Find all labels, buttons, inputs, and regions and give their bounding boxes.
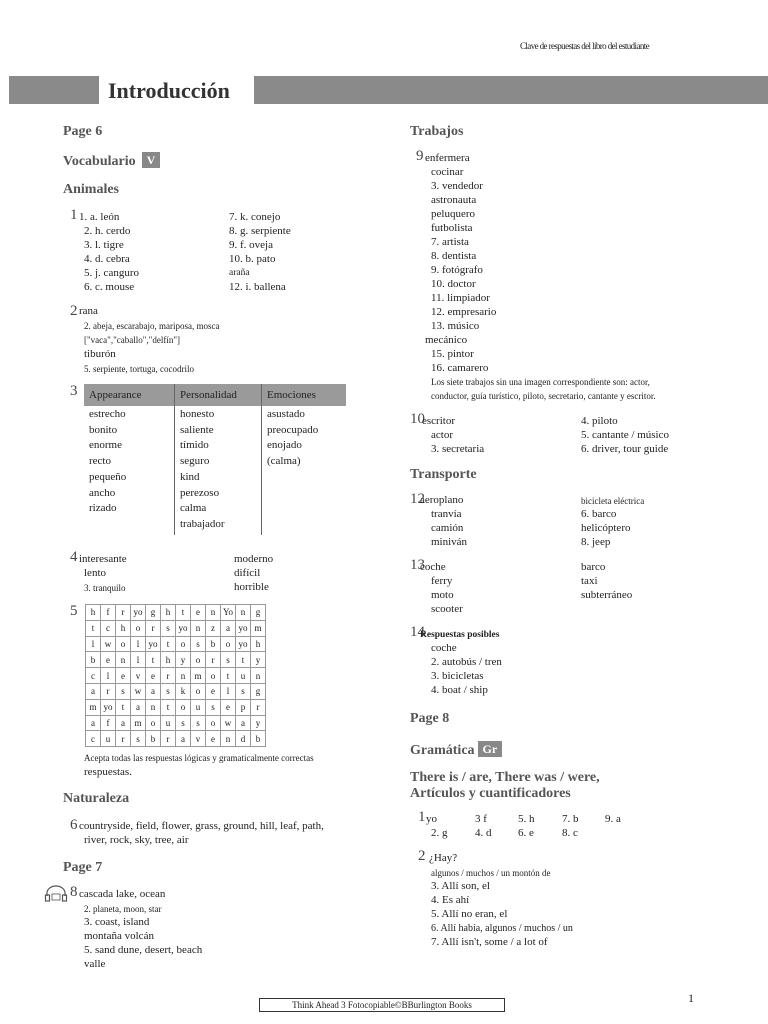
word-search-cell: u xyxy=(161,715,176,731)
word-search-row xyxy=(86,652,266,668)
word-search-cell: l xyxy=(221,683,236,699)
ex14-line: coche xyxy=(431,642,457,654)
table-cell: pequeño xyxy=(89,470,127,483)
list-item: 1. a. león xyxy=(79,211,120,223)
naturaleza-heading: Naturaleza xyxy=(63,791,130,806)
ex8-line: montaña volcán xyxy=(84,930,154,942)
table-cell: estrecho xyxy=(89,408,126,420)
ex5-note: Acepta todas las respuestas lógicas y gramaticalmente correctas xyxy=(84,753,314,763)
ex13-number: 13 xyxy=(410,557,425,573)
word-search-cell: b xyxy=(146,731,161,747)
list-item: 7. artista xyxy=(431,236,469,248)
word-search-cell: s xyxy=(176,715,191,731)
table-cell: bonito xyxy=(89,423,118,436)
list-item: 13. músico xyxy=(431,320,480,332)
word-search-row xyxy=(86,636,266,652)
word-search-cell: l xyxy=(131,652,146,668)
list-item: peluquero xyxy=(431,208,475,220)
word-search-cell: w xyxy=(131,683,146,699)
g2-line: ¿Hay? xyxy=(429,852,458,864)
ex14-number: 14 xyxy=(410,624,425,640)
word-search-cell: a xyxy=(146,683,161,699)
g1-item: 7. b xyxy=(562,813,579,825)
word-search-cell: r xyxy=(101,683,116,699)
word-search-cell: l xyxy=(131,636,146,652)
word-search-row xyxy=(86,715,266,731)
word-search-cell: m xyxy=(86,699,101,715)
list-item: 9. f. oveja xyxy=(229,239,273,251)
word-search-cell: t xyxy=(221,668,236,684)
word-search-cell: n xyxy=(146,699,161,715)
word-search-cell: e xyxy=(191,605,206,621)
g1-item: 6. e xyxy=(518,827,534,839)
word-search-cell: n xyxy=(236,605,251,621)
table-cell: trabajador xyxy=(180,517,225,530)
ex12-item: helicóptero xyxy=(581,522,631,534)
table-cell: enojado xyxy=(267,439,302,452)
ex3-number: 3 xyxy=(70,383,78,399)
word-search-cell: a xyxy=(221,620,236,636)
word-search-cell: k xyxy=(176,683,191,699)
ex10-item: 5. cantante / músico xyxy=(581,429,669,441)
table-cell: saliente xyxy=(180,423,214,436)
table-cell: recto xyxy=(89,455,111,468)
ex10-item: actor xyxy=(431,429,453,441)
table-column xyxy=(175,406,262,535)
vocab-badge: V xyxy=(142,152,161,168)
articulos-heading: Artículos y cuantificadores xyxy=(410,786,571,801)
word-search-cell: n xyxy=(221,731,236,747)
table-cell: perezoso xyxy=(180,486,220,499)
word-search-cell: d xyxy=(236,731,251,747)
word-search-cell: m xyxy=(251,620,266,636)
word-search-cell: m xyxy=(191,668,206,684)
list-item: mecánico xyxy=(425,334,468,346)
ex14-line: 3. bicicletas xyxy=(431,670,484,682)
g2-line: 7. Allí isn't, some / a lot of xyxy=(431,936,548,948)
ex9-note: conductor, guía turístico, piloto, secretario, cantante y escritor. xyxy=(431,391,656,401)
word-search-cell: f xyxy=(101,605,116,621)
word-search-cell: z xyxy=(206,620,221,636)
word-search-cell: a xyxy=(131,699,146,715)
word-search-cell: y xyxy=(251,652,266,668)
page-number: 1 xyxy=(688,991,694,1005)
ex4-item: lento xyxy=(84,567,106,579)
word-search-cell: c xyxy=(86,668,101,684)
ex13-item: scooter xyxy=(431,603,463,615)
table-cell: calma xyxy=(180,502,207,515)
word-search-cell: y xyxy=(251,715,266,731)
running-title: Clave de respuestas del libro del estudiante xyxy=(520,41,650,51)
list-item: 4. d. cebra xyxy=(84,253,130,265)
ex12-item: 6. barco xyxy=(581,508,617,520)
page-7-heading: Page 7 xyxy=(63,860,103,875)
g2-line: 3. Allí son, el xyxy=(431,880,490,892)
word-search-cell: yo xyxy=(146,636,161,652)
title-bar-right xyxy=(254,76,768,104)
word-search-cell: e xyxy=(116,668,131,684)
word-search-cell: t xyxy=(236,652,251,668)
word-search-cell: a xyxy=(236,715,251,731)
ex14-line: 4. boat / ship xyxy=(431,684,488,696)
list-item: 12. i. ballena xyxy=(229,281,286,293)
ex6-line: countryside, field, flower, grass, ground, hill, leaf, path, xyxy=(79,820,324,832)
word-search-cell: r xyxy=(251,699,266,715)
word-search-cell: a xyxy=(176,731,191,747)
word-search-cell: o xyxy=(131,620,146,636)
ex10-item: escritor xyxy=(422,415,455,427)
word-search-cell: s xyxy=(131,731,146,747)
list-item: 11. limpiador xyxy=(431,292,490,304)
ex9-note: Los siete trabajos sin una imagen correspondiente son: actor, xyxy=(431,377,650,387)
g1-item: 8. c xyxy=(562,827,578,839)
ex10-number: 10 xyxy=(410,411,425,427)
word-search-cell: o xyxy=(206,715,221,731)
word-search-cell: e xyxy=(221,699,236,715)
table-cell: preocupado xyxy=(267,423,319,436)
word-search-cell: o xyxy=(191,683,206,699)
word-search-cell: f xyxy=(101,715,116,731)
trabajos-heading: Trabajos xyxy=(410,124,464,139)
g1-item: 5. h xyxy=(518,813,535,825)
ex12-item: miniván xyxy=(431,536,468,548)
table-cell: asustado xyxy=(267,408,305,420)
word-search-cell: b xyxy=(251,731,266,747)
footer-copyright: Think Ahead 3 Fotocopiable©BBurlington Books xyxy=(259,998,505,1012)
ex1-number: 1 xyxy=(70,207,78,223)
word-search-cell: a xyxy=(116,715,131,731)
word-search-cell: t xyxy=(146,652,161,668)
word-search-cell: s xyxy=(236,683,251,699)
ex2-line: 2. abeja, escarabajo, mariposa, mosca xyxy=(84,321,220,331)
ex6-number: 6 xyxy=(70,817,78,833)
ex12-item: bicicleta eléctrica xyxy=(581,496,645,506)
ex14-line: 2. autobús / tren xyxy=(431,656,502,668)
ex6-line: river, rock, sky, tree, air xyxy=(84,834,189,846)
word-search-cell: yo xyxy=(236,636,251,652)
g2-line: 4. Es ahí xyxy=(431,894,470,906)
word-search-cell: e xyxy=(146,668,161,684)
list-item: 6. c. mouse xyxy=(84,281,135,293)
ex4-item: difícil xyxy=(234,567,261,579)
word-search-cell: s xyxy=(161,620,176,636)
ex4-item: interesante xyxy=(79,553,127,565)
word-search-cell: m xyxy=(131,715,146,731)
ex8-line: valle xyxy=(84,958,106,970)
transporte-heading: Transporte xyxy=(410,467,477,482)
word-search-cell: n xyxy=(191,620,206,636)
word-search-cell: w xyxy=(101,636,116,652)
ex13-item: subterráneo xyxy=(581,589,633,601)
word-search-cell: r xyxy=(116,731,131,747)
g2-number: 2 xyxy=(418,848,426,864)
ex8-number: 8 xyxy=(70,884,78,900)
ex10-item: 4. piloto xyxy=(581,415,618,427)
ex8-line: 2. planeta, moon, star xyxy=(84,904,162,914)
word-search-cell: o xyxy=(176,699,191,715)
ex4-item: moderno xyxy=(234,553,274,565)
word-search-cell: t xyxy=(161,699,176,715)
there-is-heading: There is / are, There was / were, xyxy=(410,770,600,785)
audio-headphones-icon xyxy=(44,884,68,902)
list-item: 10. b. pato xyxy=(229,253,276,265)
table-cell: kind xyxy=(180,470,200,483)
word-search-cell: n xyxy=(176,668,191,684)
word-search-row xyxy=(86,668,266,684)
ex2-line: rana xyxy=(79,305,98,317)
list-item: 12. empresario xyxy=(431,306,497,318)
ex12-item: 8. jeep xyxy=(581,536,611,548)
ex8-line: 3. coast, island xyxy=(84,916,150,928)
word-search-cell: l xyxy=(86,636,101,652)
table-cell: ancho xyxy=(89,486,116,499)
word-search-cell: w xyxy=(221,715,236,731)
word-search-cell: u xyxy=(191,699,206,715)
ex12-item: tranvía xyxy=(431,508,462,520)
ex12-item: camión xyxy=(431,522,464,534)
word-search-row xyxy=(86,699,266,715)
word-search-cell: t xyxy=(86,620,101,636)
table-cell: rizado xyxy=(89,502,117,515)
ex10-item: 6. driver, tour guide xyxy=(581,443,669,455)
word-search-cell: h xyxy=(161,652,176,668)
word-search-cell: g xyxy=(251,683,266,699)
word-search-cell: n xyxy=(251,668,266,684)
ex10-item: 3. secretaria xyxy=(431,443,485,455)
list-item: 7. k. conejo xyxy=(229,211,281,223)
word-search-cell: c xyxy=(101,620,116,636)
word-search-cell: a xyxy=(86,683,101,699)
word-search-grid xyxy=(85,604,266,747)
list-item: enfermera xyxy=(425,152,470,164)
word-search-cell: c xyxy=(86,731,101,747)
word-search-cell: s xyxy=(116,683,131,699)
ex13-item: taxi xyxy=(581,575,598,587)
list-item: 15. pintor xyxy=(431,348,474,360)
word-search-cell: o xyxy=(176,636,191,652)
section-title: Introducción xyxy=(108,78,230,103)
word-search-cell: yo xyxy=(236,620,251,636)
word-search-row xyxy=(86,683,266,699)
word-search-cell: o xyxy=(116,636,131,652)
word-search-cell: y xyxy=(176,652,191,668)
table-cell: enorme xyxy=(89,439,122,452)
ex2-line: 5. serpiente, tortuga, cocodrilo xyxy=(84,364,194,374)
word-search-cell: r xyxy=(161,668,176,684)
ex2-line: ["vaca","caballo","delfín"] xyxy=(84,335,180,345)
table-header: Appearance xyxy=(84,384,175,406)
word-search-cell: h xyxy=(161,605,176,621)
list-item: astronauta xyxy=(431,194,477,206)
word-search-cell: s xyxy=(191,715,206,731)
word-search-cell: r xyxy=(146,620,161,636)
table-header: Personalidad xyxy=(175,384,262,406)
list-item: 2. h. cerdo xyxy=(84,225,131,237)
list-item: 8. g. serpiente xyxy=(229,225,291,237)
ex13-item: coche xyxy=(420,561,446,573)
word-search-cell: n xyxy=(116,652,131,668)
word-search-cell: g xyxy=(251,605,266,621)
table-cell: (calma) xyxy=(267,455,301,468)
table-cell: seguro xyxy=(180,455,210,468)
word-search-cell: Yo xyxy=(221,605,236,621)
word-search-cell: s xyxy=(191,636,206,652)
ex9-number: 9 xyxy=(416,148,424,164)
g2-line: 6. Allí había, algunos / muchos / un xyxy=(431,923,573,934)
word-search-cell: yo xyxy=(101,699,116,715)
ex2-number: 2 xyxy=(70,303,78,319)
g1-number: 1 xyxy=(418,809,426,825)
table-cell: tímido xyxy=(180,439,209,452)
g1-item: yo xyxy=(426,813,437,825)
word-search-cell: u xyxy=(101,731,116,747)
word-search-row xyxy=(86,731,266,747)
word-search-cell: b xyxy=(86,652,101,668)
word-search-row xyxy=(86,620,266,636)
ex13-item: ferry xyxy=(431,575,453,587)
g1-item: 3 f xyxy=(475,813,487,825)
word-search-cell: u xyxy=(236,668,251,684)
word-search-cell: o xyxy=(146,715,161,731)
word-search-cell: g xyxy=(146,605,161,621)
page-6-heading: Page 6 xyxy=(63,124,103,139)
list-item: araña xyxy=(229,268,250,278)
word-search-cell: s xyxy=(161,683,176,699)
g2-line: algunos / muchos / un montón de xyxy=(431,868,551,878)
ex14-line: Respuestas posibles xyxy=(420,630,500,640)
word-search-cell: p xyxy=(236,699,251,715)
word-search-cell: o xyxy=(221,636,236,652)
ex4-number: 4 xyxy=(70,549,78,565)
ex2-line: tiburón xyxy=(84,348,116,360)
ex5-note: respuestas. xyxy=(84,766,132,778)
list-item: cocinar xyxy=(431,166,464,178)
word-search-cell: v xyxy=(131,668,146,684)
list-item: 3. vendedor xyxy=(431,180,483,192)
word-search-cell: v xyxy=(191,731,206,747)
ex12-number: 12 xyxy=(410,491,425,507)
list-item: 8. dentista xyxy=(431,250,477,262)
ex13-item: moto xyxy=(431,589,454,601)
gramatica-heading: Gramática Gr xyxy=(410,741,502,759)
word-search-cell: a xyxy=(86,715,101,731)
ex8-line: 5. sand dune, desert, beach xyxy=(84,944,203,956)
table-column xyxy=(84,406,175,535)
gram-badge: Gr xyxy=(478,741,503,757)
table-header: Emociones xyxy=(262,384,347,406)
word-search-cell: r xyxy=(161,731,176,747)
word-search-cell: l xyxy=(101,668,116,684)
word-search-cell: r xyxy=(116,605,131,621)
word-search-cell: t xyxy=(176,605,191,621)
ex12-item: aeroplano xyxy=(420,494,464,506)
word-search-cell: h xyxy=(251,636,266,652)
g1-item: 9. a xyxy=(605,813,621,825)
word-search-cell: o xyxy=(191,652,206,668)
word-search-cell: b xyxy=(206,636,221,652)
g2-line: 5. Allí no eran, el xyxy=(431,908,508,920)
word-search-cell: e xyxy=(206,683,221,699)
word-search-cell: t xyxy=(161,636,176,652)
ex8-line: cascada lake, ocean xyxy=(79,888,166,900)
ex4-item: 3. tranquilo xyxy=(84,583,126,593)
list-item: 3. l. tigre xyxy=(84,239,124,251)
word-search-cell: yo xyxy=(176,620,191,636)
page-8-heading: Page 8 xyxy=(410,711,450,726)
table-column xyxy=(262,406,347,535)
ex5-number: 5 xyxy=(70,603,78,619)
word-search-cell: n xyxy=(206,605,221,621)
g1-item: 4. d xyxy=(475,827,492,839)
list-item: 5. j. canguro xyxy=(84,267,139,279)
word-search-cell: s xyxy=(206,699,221,715)
word-search-row xyxy=(86,605,266,621)
list-item: 10. doctor xyxy=(431,278,476,290)
title-bar-left xyxy=(9,76,99,104)
word-search-cell: t xyxy=(116,699,131,715)
list-item: 9. fotógrafo xyxy=(431,264,483,276)
list-item: futbolista xyxy=(431,222,473,234)
word-search-cell: h xyxy=(116,620,131,636)
word-search-cell: e xyxy=(101,652,116,668)
g1-item: 2. g xyxy=(431,827,448,839)
word-search-cell: s xyxy=(221,652,236,668)
adjectives-table xyxy=(84,384,346,535)
word-search-cell: h xyxy=(86,605,101,621)
vocabulario-heading: Vocabulario V xyxy=(63,152,160,170)
ex4-item: horrible xyxy=(234,581,269,593)
word-search-cell: yo xyxy=(131,605,146,621)
word-search-cell: o xyxy=(206,668,221,684)
animales-heading: Animales xyxy=(63,182,119,197)
word-search-cell: e xyxy=(206,731,221,747)
list-item: 16. camarero xyxy=(431,362,489,374)
word-search-cell: r xyxy=(206,652,221,668)
table-cell: honesto xyxy=(180,408,215,420)
ex13-item: barco xyxy=(581,561,606,573)
